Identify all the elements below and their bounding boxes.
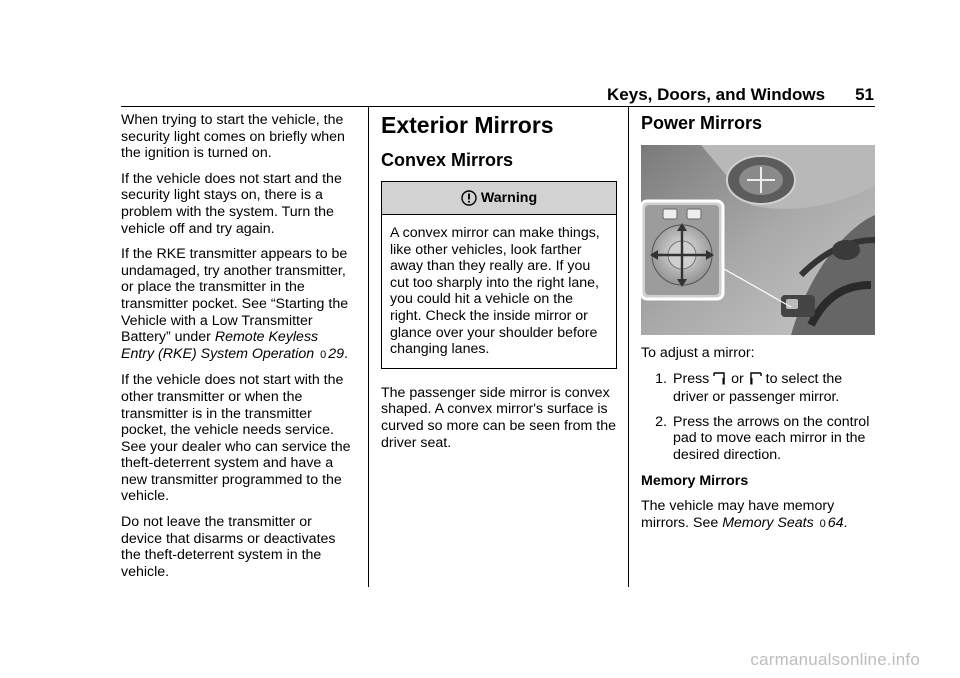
heading-exterior-mirrors: Exterior Mirrors xyxy=(381,112,554,138)
right-mirror-select-icon xyxy=(748,372,762,390)
paragraph: When trying to start the vehicle, the security light comes on briefly when the ignition is turned on. xyxy=(121,112,345,162)
warning-box xyxy=(381,181,617,369)
punctuation: . xyxy=(344,345,348,362)
step-text: Press the arrows on the control pad to move each mirror in the desired direction. xyxy=(673,413,870,463)
paragraph: The vehicle may have memory mirrors. See Memory Seats 0 64. xyxy=(641,498,848,531)
heading-power-mirrors: Power Mirrors xyxy=(641,113,763,133)
column-2 xyxy=(381,112,617,460)
header-rule xyxy=(121,106,875,107)
warning-title xyxy=(382,182,616,215)
paragraph-text: If the RKE transmitter appears to be undamaged, try another transmitter, or place the transmitter in the transmitter pocket. See “Starting the Vehicle with a Low Transmitter Battery” under xyxy=(121,246,349,346)
paragraph: Do not leave the transmitter or device that disarms or deactivates the theft-deterrent system in the vehicle. xyxy=(121,514,336,580)
cross-reference-link[interactable]: Remote Keyless Entry (RKE) System Operation xyxy=(121,329,319,362)
list-item xyxy=(641,414,875,464)
cross-reference-link[interactable]: Memory Seats xyxy=(722,514,814,531)
page-reference[interactable]: 29 xyxy=(328,345,345,362)
mirror-control-photo xyxy=(641,145,875,335)
warning-label: Warning xyxy=(480,189,538,206)
page-reference[interactable]: 64 xyxy=(827,514,844,531)
subheading-memory-mirrors: Memory Mirrors xyxy=(641,472,749,489)
watermark: carmanualsonline.info xyxy=(750,650,920,669)
warning-text: A convex mirror can make things, like other vehicles, look farther away than they really are. If you cut too sharply into the right lane, you could hit a vehicle on the right. Check the inside mirror or glance over your shoulder before changing lanes. xyxy=(390,225,600,358)
paragraph: If the vehicle does not start and the security light stays on, there is a problem with the system. Turn the vehicle off and try again. xyxy=(121,170,342,237)
list-item xyxy=(641,371,875,406)
left-mirror-select-icon xyxy=(713,372,727,390)
paragraph: If the vehicle does not start with the other transmitter or when the transmitter is in the transmitter pocket, the vehicle needs service. See your dealer who can service the theft-deterrent system and have a new transmitter programmed to the vehicle. xyxy=(121,372,351,505)
warning-icon xyxy=(461,190,477,206)
step-number: 2. xyxy=(655,413,667,430)
page-ref-arrow-icon: 0 xyxy=(320,348,327,361)
paragraph xyxy=(121,246,355,363)
column-1 xyxy=(121,112,355,589)
page-number: 51 xyxy=(855,85,874,104)
column-3 xyxy=(641,112,875,541)
running-header xyxy=(500,83,874,107)
paragraph: The passenger side mirror is convex shaped. A convex mirror's surface is curved so more can be seen from the driver seat. xyxy=(381,384,617,451)
column-divider-2 xyxy=(628,107,629,587)
step-number: 1. xyxy=(655,370,667,387)
page-ref-arrow-icon: 0 xyxy=(819,517,826,530)
section-title: Keys, Doors, and Windows xyxy=(607,85,826,104)
heading-convex-mirrors: Convex Mirrors xyxy=(381,150,514,170)
steps-list xyxy=(641,371,875,464)
column-divider-1 xyxy=(368,107,369,587)
paragraph: To adjust a mirror: xyxy=(641,345,755,361)
step-text: Press or to select the driver or passenger mirror. xyxy=(673,370,843,406)
